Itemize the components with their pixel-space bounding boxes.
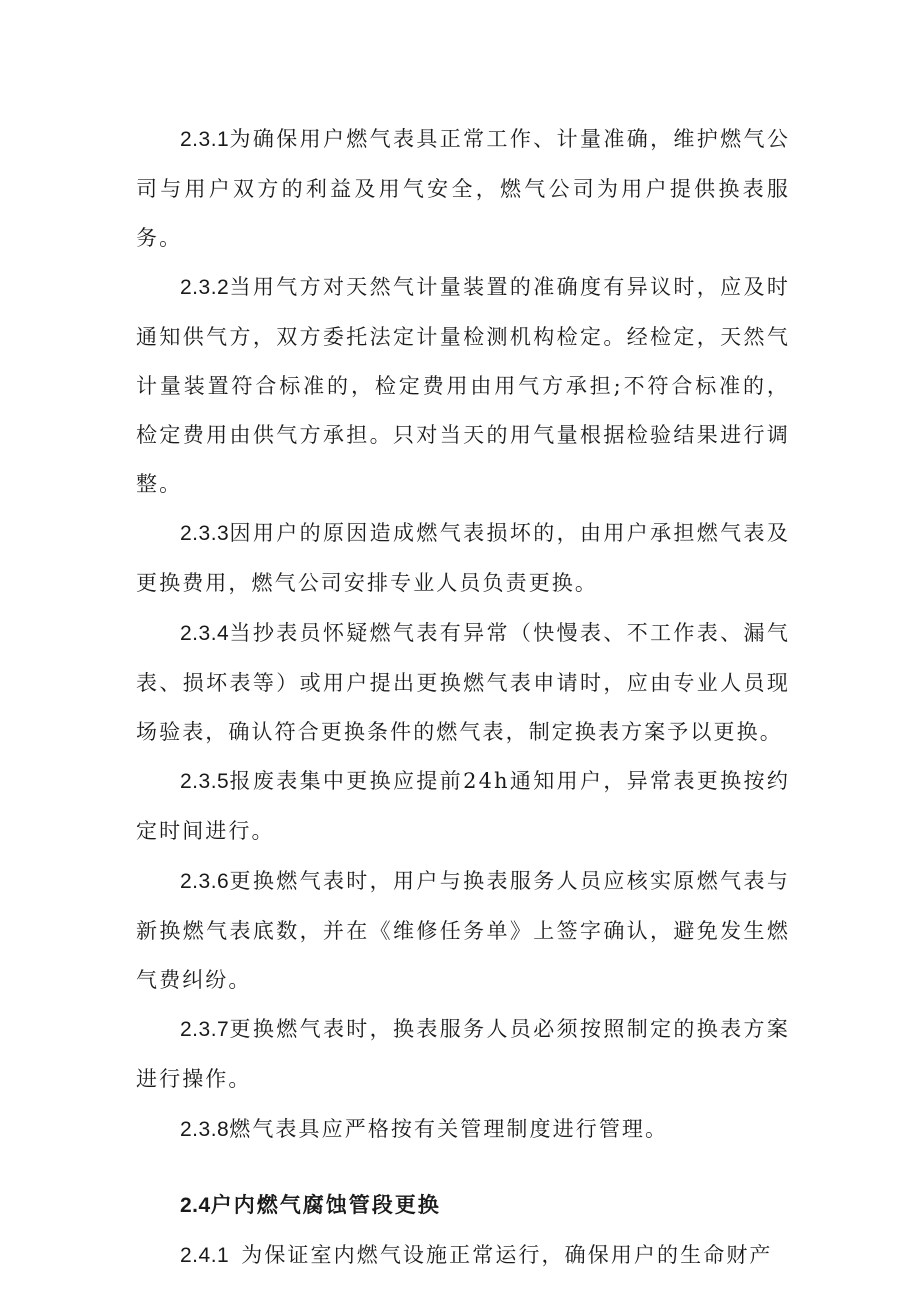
paragraph-2-3-8	[136, 1105, 790, 1155]
paragraph-2-3-5	[136, 757, 790, 856]
clause-text: 为保证室内燃气设施正常运行，确保用户的生命财产	[241, 1242, 773, 1267]
section-title: 户内燃气腐蚀管段更换	[210, 1192, 441, 1217]
clause-number: 2.3.4	[180, 621, 230, 645]
section-number: 2.4	[180, 1193, 211, 1217]
clause-text: 更换燃气表时，换表服务人员必须按照制定的换表方案进行操作。	[136, 1017, 790, 1092]
clause-number: 2.3.3	[180, 522, 230, 546]
paragraph-2-3-2	[136, 263, 790, 508]
clause-number: 2.3.2	[180, 276, 230, 300]
section-heading-2-4	[136, 1181, 790, 1231]
clause-text: 报废表集中更换应提前24h通知用户，异常表更换按约定时间进行。	[136, 769, 790, 844]
clause-text: 更换燃气表时，用户与换表服务人员应核实原燃气表与新换燃气表底数，并在《维修任务单》上签字确认，避免发生燃气费纠纷。	[136, 868, 790, 992]
clause-number: 2.4.1	[180, 1243, 230, 1267]
document-body	[136, 115, 790, 1281]
clause-text: 为确保用户燃气表具正常工作、计量准确，维护燃气公司与用户双方的利益及用气安全，燃气公司为用户提供换表服务。	[136, 127, 790, 250]
clause-number: 2.3.5	[180, 770, 230, 794]
clause-number: 2.3.1	[180, 128, 230, 151]
paragraph-2-3-3	[136, 509, 790, 608]
paragraph-2-3-4	[136, 609, 790, 756]
clause-number: 2.3.6	[180, 869, 230, 893]
clause-text: 燃气表具应严格按有关管理制度进行管理。	[229, 1116, 669, 1141]
paragraph-2-4-1	[136, 1231, 790, 1281]
paragraph-2-3-7	[136, 1005, 790, 1104]
clause-number: 2.3.8	[180, 1117, 230, 1141]
paragraph-2-3-1	[136, 115, 790, 262]
clause-text: 因用户的原因造成燃气表损坏的，由用户承担燃气表及更换费用，燃气公司安排专业人员负责更换。	[136, 521, 790, 596]
paragraph-2-3-6	[136, 857, 790, 1004]
clause-number: 2.3.7	[180, 1018, 230, 1042]
clause-text: 当用气方对天然气计量装置的准确度有异议时，应及时通知供气方，双方委托法定计量检测机构检定。经检定，天然气计量装置符合标准的，检定费用由用气方承担;不符合标准的，检定费用由供气方承担。只对当天的用气量根据检验结果进行调整。	[136, 275, 790, 496]
clause-text: 当抄表员怀疑燃气表有异常（快慢表、不工作表、漏气表、损坏表等）或用户提出更换燃气表申请时，应由专业人员现场验表，确认符合更换条件的燃气表，制定换表方案予以更换。	[136, 620, 790, 744]
